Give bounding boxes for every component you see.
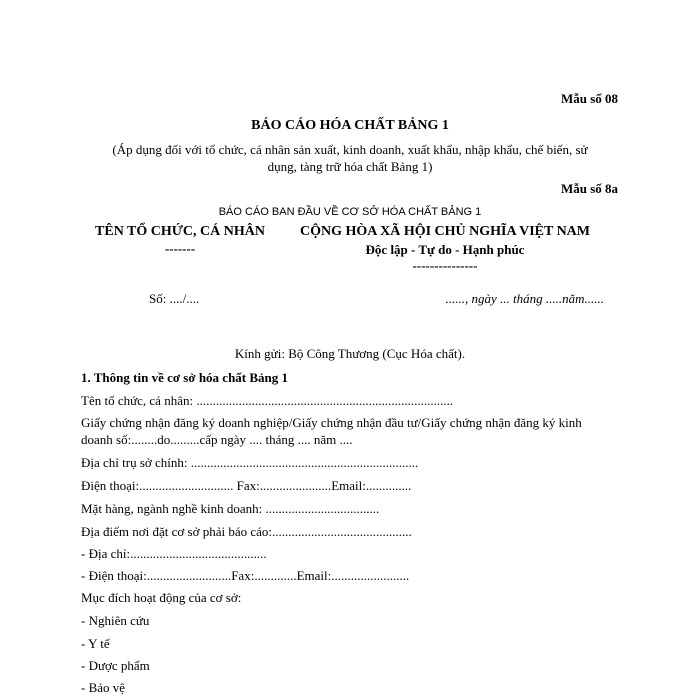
national-motto: Độc lập - Tự do - Hạnh phúc xyxy=(365,242,525,257)
organization-dashes: ------- xyxy=(164,241,196,256)
organization-name: TÊN TỔ CHỨC, CÁ NHÂN xyxy=(95,224,265,239)
field-facility-location: Địa điểm nơi đặt cơ sở phải báo cáo:........................................... xyxy=(81,524,412,539)
field-registration-line1: Giấy chứng nhận đăng ký doanh nghiệp/Giấy chứng nhận đầu tư/Giấy chứng nhận đăng ký kinh xyxy=(81,415,582,430)
document-subtitle-line2: dụng, tàng trữ hóa chất Bảng 1) xyxy=(267,159,433,174)
form-number: Mẫu số 08 xyxy=(560,91,618,106)
document-date: ......, ngày ... tháng .....năm...... xyxy=(445,291,604,306)
document-subtitle-line1: (Áp dụng đối với tổ chức, cá nhân sản xuất, kinh doanh, xuất khẩu, nhập khẩu, chế biến, sử xyxy=(112,142,588,157)
field-registration-line2: doanh số:........do.........cấp ngày .... tháng .... năm .... xyxy=(81,432,353,447)
purpose-item-medical: - Y tế xyxy=(81,636,110,651)
field-head-office-address: Địa chỉ trụ sở chính: ...................................................................... xyxy=(81,455,419,470)
republic-heading: CỘNG HÒA XÃ HỘI CHỦ NGHĨA VIỆT NAM xyxy=(299,224,590,239)
recipient-line: Kính gửi: Bộ Công Thương (Cục Hóa chất). xyxy=(234,346,466,361)
form-number-sub: Mẫu số 8a xyxy=(560,181,618,196)
field-contact: Điện thoại:............................. Fax:......................Email:.............. xyxy=(81,478,412,493)
field-business-lines: Mặt hàng, ngành nghề kinh doanh: ................................... xyxy=(81,501,380,516)
field-purpose-heading: Mục đích hoạt động của cơ sở: xyxy=(81,590,242,605)
section-1-heading: 1. Thông tin về cơ sở hóa chất Bảng 1 xyxy=(81,370,289,385)
motto-dashes: --------------- xyxy=(412,258,478,273)
purpose-item-research: - Nghiên cứu xyxy=(81,613,150,628)
field-facility-contact: - Điện thoại:..........................Fax:.............Email:........................ xyxy=(81,568,410,583)
field-facility-address: - Địa chỉ:.......................................... xyxy=(81,546,267,561)
report-subtitle: BÁO CÁO BAN ĐẦU VỀ CƠ SỞ HÓA CHẤT BẢNG 1 xyxy=(218,206,482,218)
document-title: BÁO CÁO HÓA CHẤT BẢNG 1 xyxy=(251,118,449,133)
purpose-item-protection: - Bảo vệ xyxy=(81,680,126,695)
field-org-name: Tên tổ chức, cá nhân: ............................................................................... xyxy=(81,393,454,408)
purpose-item-pharma: - Dược phẩm xyxy=(81,658,150,673)
document-number: Số: ..../.... xyxy=(149,291,200,306)
